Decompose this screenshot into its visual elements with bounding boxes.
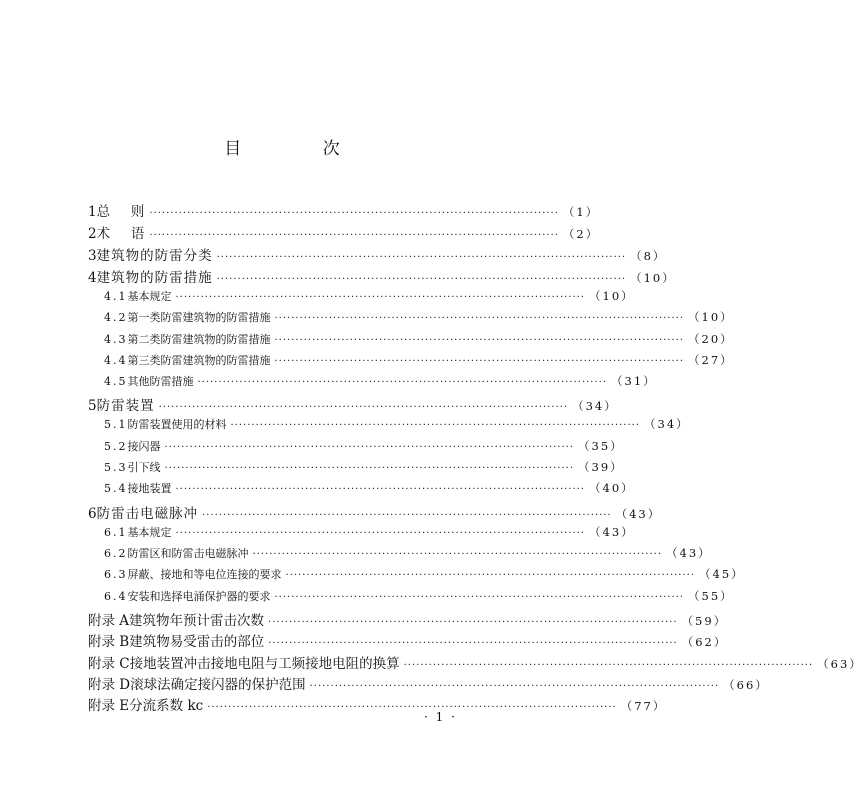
toc-entry-number: 2 [88,226,97,242]
toc-entry-number: 6.3 [104,568,128,582]
toc-entry-page: （34） [644,417,690,432]
toc-entry-page: （55） [688,588,734,603]
toc-entry-number: 6 [88,505,97,522]
toc-entry-page: （43） [589,524,635,539]
toc-entry[interactable] [88,480,635,501]
toc-entry[interactable] [88,545,712,566]
toc-entry-page: （31） [611,374,657,389]
toc-entry-number: 5.2 [104,439,128,453]
toc-entry-number: 5 [88,398,97,415]
toc-entry-title: 引下线 [127,461,161,475]
toc-entry-title: 滚球法确定接闪器的保护范围 [130,677,306,694]
toc-entry-number: 附录 E [88,698,130,715]
toc-entry-page: （2） [562,227,600,241]
toc-dot-leader: ·································································································· [285,570,696,582]
toc-entry[interactable] [88,673,769,694]
toc-entry-number: 附录 B [88,634,130,651]
toc-dot-leader: ·································································································· [202,509,612,521]
toc-entry-title: 基本规定 [127,525,172,539]
toc-entry-page: （43） [666,545,712,560]
toc-dot-leader: ·································································································· [158,402,569,414]
toc-entry-title: 建筑物年预计雷击次数 [129,612,265,629]
toc-entry[interactable] [88,502,662,524]
toc-entry[interactable] [88,630,728,651]
toc-entry-number: 6.4 [104,589,128,603]
toc-dot-leader: ·································································································· [216,274,627,285]
toc-entry-title: 建筑物易受雷击的部位 [129,634,265,651]
toc-entry-number: 4.1 [104,290,128,303]
toc-dot-leader: ·································································································· [309,681,720,693]
toc-dot-leader: ·································································································· [175,292,586,303]
toc-entry-title: 建筑物的防雷措施 [96,270,213,286]
toc-entry-page: （59） [681,613,728,628]
toc-entry-page: （66） [723,678,769,693]
toc-entry-page: （63） [817,656,863,671]
toc-entry[interactable] [88,352,734,373]
toc-entry-title: 接地装置 [127,482,172,496]
toc-entry-page: （35） [578,438,624,453]
toc-entry-number: 6.2 [104,546,128,560]
page-title: 目 次 [224,139,378,159]
toc-entry-number: 附录 D [88,677,131,694]
toc-entry-number: 5.4 [104,482,128,496]
toc-entry-number: 1 [88,204,97,220]
toc-entry[interactable] [88,309,734,330]
toc-entry-number: 4.2 [104,311,128,325]
toc-dot-leader: ·································································································· [175,484,586,496]
toc-entry[interactable] [88,609,728,630]
toc-entry-number: 4 [88,270,97,286]
toc-dot-leader: ·································································································· [252,548,663,560]
toc-dot-leader: ·································································································· [164,463,575,475]
toc-entry-title: 防雷区和防雷击电磁脉冲 [127,546,249,560]
toc-entry[interactable] [88,266,676,288]
toc-entry[interactable] [88,244,667,266]
toc-entry-title: 防雷装置 [96,398,155,415]
toc-entry-title: 第一类防雷建筑物的防雷措施 [127,311,271,325]
toc-dot-leader: ·································································································· [149,208,559,219]
toc-entry-number: 3 [88,248,97,264]
toc-entry-number: 6.1 [104,525,128,539]
toc-entry-page: （10） [589,289,635,303]
toc-entry[interactable] [88,438,624,459]
toc-entry-page: （39） [578,460,624,475]
toc-entry-page: （10） [688,310,734,325]
toc-dot-leader: ·································································································· [268,638,678,650]
toc-dot-leader: ·································································································· [207,702,617,714]
toc-entry-title: 防雷击电磁脉冲 [96,505,199,522]
toc-entry-number: 附录 A [88,612,130,629]
toc-entry-page: （34） [572,399,618,414]
toc-entry-page: （20） [688,331,734,346]
toc-dot-leader: ·································································································· [268,616,678,628]
toc-entry-title: 基本规定 [127,290,172,303]
toc-entry[interactable] [88,200,600,222]
toc-entry-title: 建筑物的防雷分类 [96,248,213,264]
toc-entry-title: 第三类防雷建筑物的防雷措施 [127,353,271,367]
toc-entry-page: （27） [688,352,734,367]
table-of-contents [88,200,863,716]
toc-entry-number: 4.5 [104,375,128,389]
toc-entry-title: 分流系数 kc [129,698,204,715]
toc-dot-leader: ·································································································· [149,230,559,241]
toc-dot-leader: ·································································································· [164,441,575,453]
toc-entry-page: （43） [615,506,662,521]
toc-entry-title: 总 则 [96,204,146,220]
toc-entry[interactable] [88,288,635,309]
toc-entry-page: （10） [630,271,676,285]
toc-dot-leader: ·································································································· [403,659,814,671]
toc-entry-page: （77） [620,699,667,714]
toc-entry[interactable] [88,588,734,609]
toc-entry-number: 5.1 [104,418,128,432]
toc-entry-title: 安装和选择电涌保护器的要求 [127,589,271,603]
toc-entry[interactable] [88,524,635,545]
toc-entry[interactable] [88,652,863,673]
toc-dot-leader: ·································································································· [274,591,685,603]
toc-entry-page: （45） [699,567,745,582]
toc-dot-leader: ·································································································· [274,313,685,325]
toc-dot-leader: ·································································································· [175,527,586,539]
toc-entry-page: （1） [562,205,600,219]
toc-entry-number: 4.4 [104,353,128,367]
toc-entry[interactable] [88,331,734,352]
toc-dot-leader: ·································································································· [230,420,641,432]
toc-entry-title: 术 语 [96,226,146,242]
toc-entry-page: （40） [589,481,635,496]
toc-dot-leader: ·································································································· [274,334,685,346]
toc-entry[interactable] [88,416,690,437]
page-number: · 1 · [424,710,457,724]
toc-entry[interactable] [88,373,657,394]
toc-entry-number: 附录 C [88,655,130,672]
toc-entry-title: 接地装置冲击接地电阻与工频接地电阻的换算 [129,655,400,672]
toc-dot-leader: ·································································································· [274,355,685,367]
toc-entry[interactable] [88,459,624,480]
toc-entry-title: 防雷装置使用的材料 [127,418,227,432]
toc-entry-page: （8） [630,249,667,263]
toc-entry-number: 5.3 [104,461,128,475]
toc-entry-title: 屏蔽、接地和等电位连接的要求 [127,568,282,582]
toc-dot-leader: ·································································································· [216,252,627,263]
toc-entry[interactable] [88,566,745,587]
toc-entry[interactable] [88,222,600,244]
toc-entry-title: 接闪器 [127,439,161,453]
toc-entry[interactable] [88,394,618,416]
toc-entry-title: 其他防雷措施 [127,375,194,389]
toc-entry-title: 第二类防雷建筑物的防雷措施 [127,332,271,346]
toc-dot-leader: ·································································································· [197,377,608,389]
toc-entry-number: 4.3 [104,332,128,346]
toc-entry-page: （62） [681,635,728,650]
